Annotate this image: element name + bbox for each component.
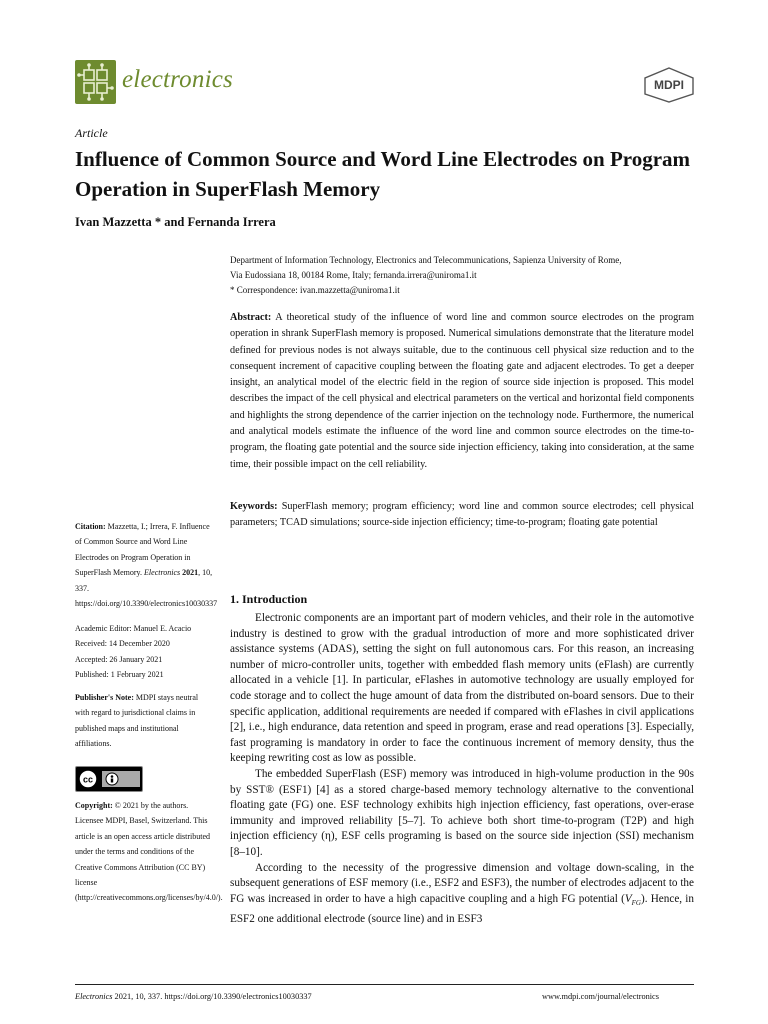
journal-logo bbox=[75, 60, 116, 104]
affiliation-line: Via Eudossiana 18, 00184 Rome, Italy; fernanda.irrera@uniroma1.it bbox=[230, 270, 477, 280]
footer-journal: Electronics bbox=[75, 992, 113, 1001]
body-text bbox=[230, 611, 694, 927]
article-type: Article bbox=[75, 126, 108, 140]
circuit-icon bbox=[75, 60, 116, 104]
footer-journal-link[interactable]: www.mdpi.com/journal/electronics bbox=[542, 992, 659, 1001]
affiliation bbox=[230, 253, 700, 298]
paragraph-start: According to the necessity of the progressive dimension and voltage down-scaling, in the subsequent generations of ESF memory (i.e., ESF2 and ESF3), the number of electrodes adjacent to the FG was increased in order to have a high capacitive coupling and a high FG potential ( bbox=[230, 861, 694, 905]
keywords-label: Keywords: bbox=[230, 501, 278, 512]
abstract-text: A theoretical study of the influence of word line and common source electrodes on the program operation in shrank SuperFlash memory is proposed. Numerical simulations demonstrate that the literature model defined for previous nodes is not always suitable, due to the continuous cell physical size reduction and to the consequent increment of capacitive coupling between the floating gate and adjacent electrodes. To get a deeper insight, an analytical model of the electric field in the region of source side injection is proposed. This model describes the impact of the cell physical and electrical parameters on the vertical and horizontal field components and highlights the strong dependence of the carrier injection on the technology node. Furthermore, the numerical and analytical models estimate the influence of the word line and common source electrodes on the time-to-program, the floating gate potential and the source side injection efficiency, taking into consideration, at the same time, their possible impact on the cell reliability. bbox=[230, 312, 694, 470]
publisher-logo bbox=[641, 66, 697, 104]
received-date: Received: 14 December 2020 bbox=[75, 639, 170, 649]
footer-divider bbox=[75, 984, 694, 985]
math-variable: V bbox=[624, 892, 632, 905]
accepted-date: Accepted: 26 January 2021 bbox=[75, 654, 163, 664]
mdpi-hexagon-icon bbox=[641, 66, 697, 104]
section-heading: 1. Introduction bbox=[230, 592, 308, 606]
publisher-name: MDPI bbox=[654, 78, 684, 92]
published-date: Published: 1 February 2021 bbox=[75, 670, 164, 680]
authors: Ivan Mazzetta * and Fernanda Irrera bbox=[75, 215, 276, 229]
copyright-label: Copyright: bbox=[75, 801, 113, 810]
citation-label: Citation: bbox=[75, 522, 106, 531]
keywords-text: SuperFlash memory; program efficiency; word line and common source electrodes; cell physical parameters; TCAD simulations; source-side injection efficiency; time-to-program; floating gate potential bbox=[230, 501, 694, 529]
paragraph bbox=[230, 861, 694, 928]
footer-citation bbox=[75, 992, 312, 1001]
footer-doi[interactable]: 2021, 10, 337. https://doi.org/10.3390/electronics10030337 bbox=[112, 992, 312, 1001]
math-subscript: FG bbox=[631, 898, 641, 907]
correspondence: * Correspondence: ivan.mazzetta@uniroma1.it bbox=[230, 285, 400, 295]
keywords bbox=[230, 499, 694, 532]
abstract bbox=[230, 310, 694, 473]
copyright-text: © 2021 by the authors. Licensee MDPI, Basel, Switzerland. This article is an open access article distributed under the terms and conditions of the Creative Commons Attribution (CC BY) license (http://creativecommons.org/licenses/by/4.0/). bbox=[75, 801, 223, 903]
cc-license-badge[interactable] bbox=[75, 766, 143, 792]
citation-rest: , 10, 337. https://doi.org/10.3390/electronics10030337 bbox=[75, 568, 218, 609]
dates-block bbox=[75, 621, 213, 683]
academic-editor: Academic Editor: Manuel E. Acacio bbox=[75, 624, 192, 633]
citation-text: Mazzetta, I.; Irrera, F. Influence of Common Source and Word Line Electrodes on Program Operation in SuperFlash Memory. bbox=[75, 522, 210, 578]
citation-block bbox=[75, 519, 218, 611]
copyright-block bbox=[75, 798, 223, 906]
svg-text:cc: cc bbox=[82, 774, 94, 785]
cc-by-icon bbox=[76, 767, 142, 791]
citation-journal: Electronics bbox=[144, 568, 181, 578]
paragraph-end: ). Hence, in ESF2 one additional electrode (source line) and in ESF3 bbox=[230, 892, 694, 925]
publisher-note bbox=[75, 690, 213, 752]
paragraph: Electronic components are an important part of modern vehicles, and their role in the automotive industry is destined to grow with the gradual introduction of more and more sophisticated driver assistance systems (ADAS), setting the sight on full autonomous cars. For this reason, an increasing number of micro-controller units, together with embedded flash memory units (eFlash) are currently allocated in a vehicle [1]. In particular, eFlashes in automotive technology are usually employed for code storage and to collect the huge amount of data from the distributed on-board sensors. Due to their specific application, additional requirements are needed if compared with eFlashes in civil applications [2], i.e., high endurance, data retention and speed in program, erase and read operations [3]. Especially, fast programing is mandatory in order to face the continuous increment of memory density, thus the keeping rewriting cost as low as possible. bbox=[230, 612, 694, 765]
citation-year: 2021 bbox=[182, 568, 199, 578]
affiliation-line: Department of Information Technology, Electronics and Telecommunications, Sapienza University of Rome, bbox=[230, 255, 622, 265]
journal-name: electronics bbox=[122, 66, 233, 93]
pubnote-label: Publisher's Note: bbox=[75, 693, 134, 702]
pubnote-text: MDPI stays neutral with regard to jurisdictional claims in published maps and institutional affiliations. bbox=[75, 693, 199, 749]
page-title: Influence of Common Source and Word Line Electrodes on Program Operation in SuperFlash Memory bbox=[75, 147, 691, 201]
paragraph: The embedded SuperFlash (ESF) memory was introduced in high-volume production in the 90s by SST® (ESF1) [4] as a stored charge-based memory technology alternative to the conventional floating gate (FG) one. ESF technology exhibits high injection efficiency, fast operations, over-erase immunity and improved reliability [5–7]. To achieve both short time-to-program (T2P) and high injection efficiency (η), ESF cells programing is based on the source side injection (SSI) mechanism [8–10]. bbox=[230, 767, 694, 858]
abstract-label: Abstract: bbox=[230, 312, 272, 323]
